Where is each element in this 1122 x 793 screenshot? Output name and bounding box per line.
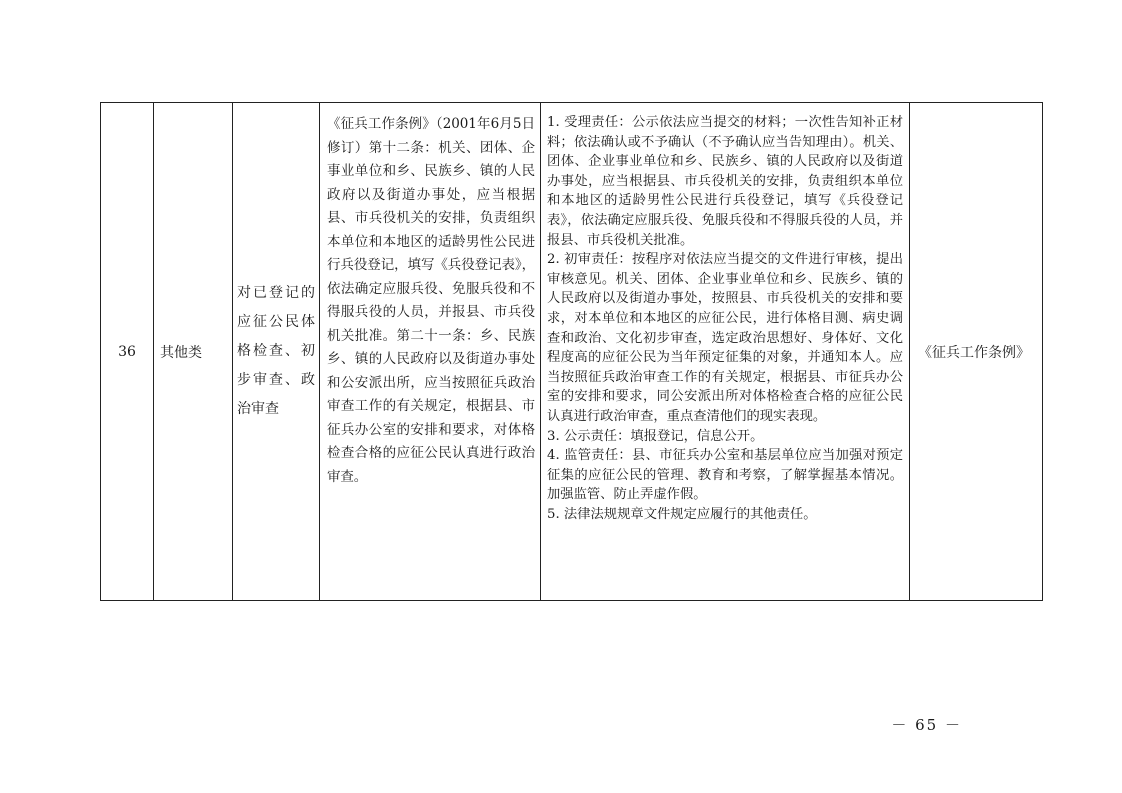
duty-item: 3. 公示责任：填报登记，信息公开。 <box>547 428 764 444</box>
duty-item: 5. 法律法规规章文件规定应履行的其他责任。 <box>547 506 817 522</box>
responsibility-table <box>100 102 1043 601</box>
duty-item: 2. 初审责任：按程序对依法应当提交的文件进行审核，提出审核意见。机关、团体、企业事业单位和乡、民族乡、镇的人民政府以及街道办事处，按照县、市兵役机关的安排和要求，对本单位和本地区的应征公民，进行体格目测、病史调查和政治、文化初步审查，选定政治思想好、身体好、文化程度高的应征公民为当年预定征集的对象，并通知本人。应当按照征兵政治审查工作的有关规定，根据县、市征兵办公室的安排和要求，同公安派出所对体格检查合格的应征公民认真进行政治审查，重点查清他们的现实表现。 <box>547 252 903 424</box>
row-item: 对已登记的应征公民体格检查、初步审查、政治审查 <box>233 103 320 601</box>
row-number: 36 <box>101 103 154 601</box>
row-category: 其他类 <box>154 103 233 601</box>
row-law-reference: 《征兵工作条例》 <box>910 103 1043 601</box>
table-row <box>101 103 1043 601</box>
duty-item: 4. 监管责任：县、市征兵办公室和基层单位应当加强对预定征集的应征公民的管理、教育和考察，了解掌握基本情况。加强监管、防止弄虚作假。 <box>547 448 903 503</box>
row-legal-basis: 《征兵工作条例》（2001年6月5日修订）第十二条：机关、团体、企事业单位和乡、民族乡、镇的人民政府以及街道办事处，应当根据县、市兵役机关的安排，负责组织本单位和本地区的适龄男性公民进行兵役登记，填写《兵役登记表》，依法确定应服兵役、免服兵役和不得服兵役的人员，并报县、市兵役机关批准。第二十一条：乡、民族乡、镇的人民政府以及街道办事处和公安派出所，应当按照征兵政治审查工作的有关规定，根据县、市征兵办公室的安排和要求，对体格检查合格的应征公民认真进行政治审查。 <box>320 103 541 601</box>
row-duties <box>541 103 910 601</box>
duty-item: 1. 受理责任：公示依法应当提交的材料；一次性告知补正材料；依法确认或不予确认（不予确认应当告知理由）。机关、团体、企业事业单位和乡、民族乡、镇的人民政府以及街道办事处，应当根据县、市兵役机关的安排，负责组织本单位和本地区的适龄男性公民进行兵役登记，填写《兵役登记表》，依法确定应服兵役、免服兵役和不得服兵役的人员，并报县、市兵役机关批准。 <box>547 115 903 248</box>
page-number: － 65 － <box>891 716 962 734</box>
